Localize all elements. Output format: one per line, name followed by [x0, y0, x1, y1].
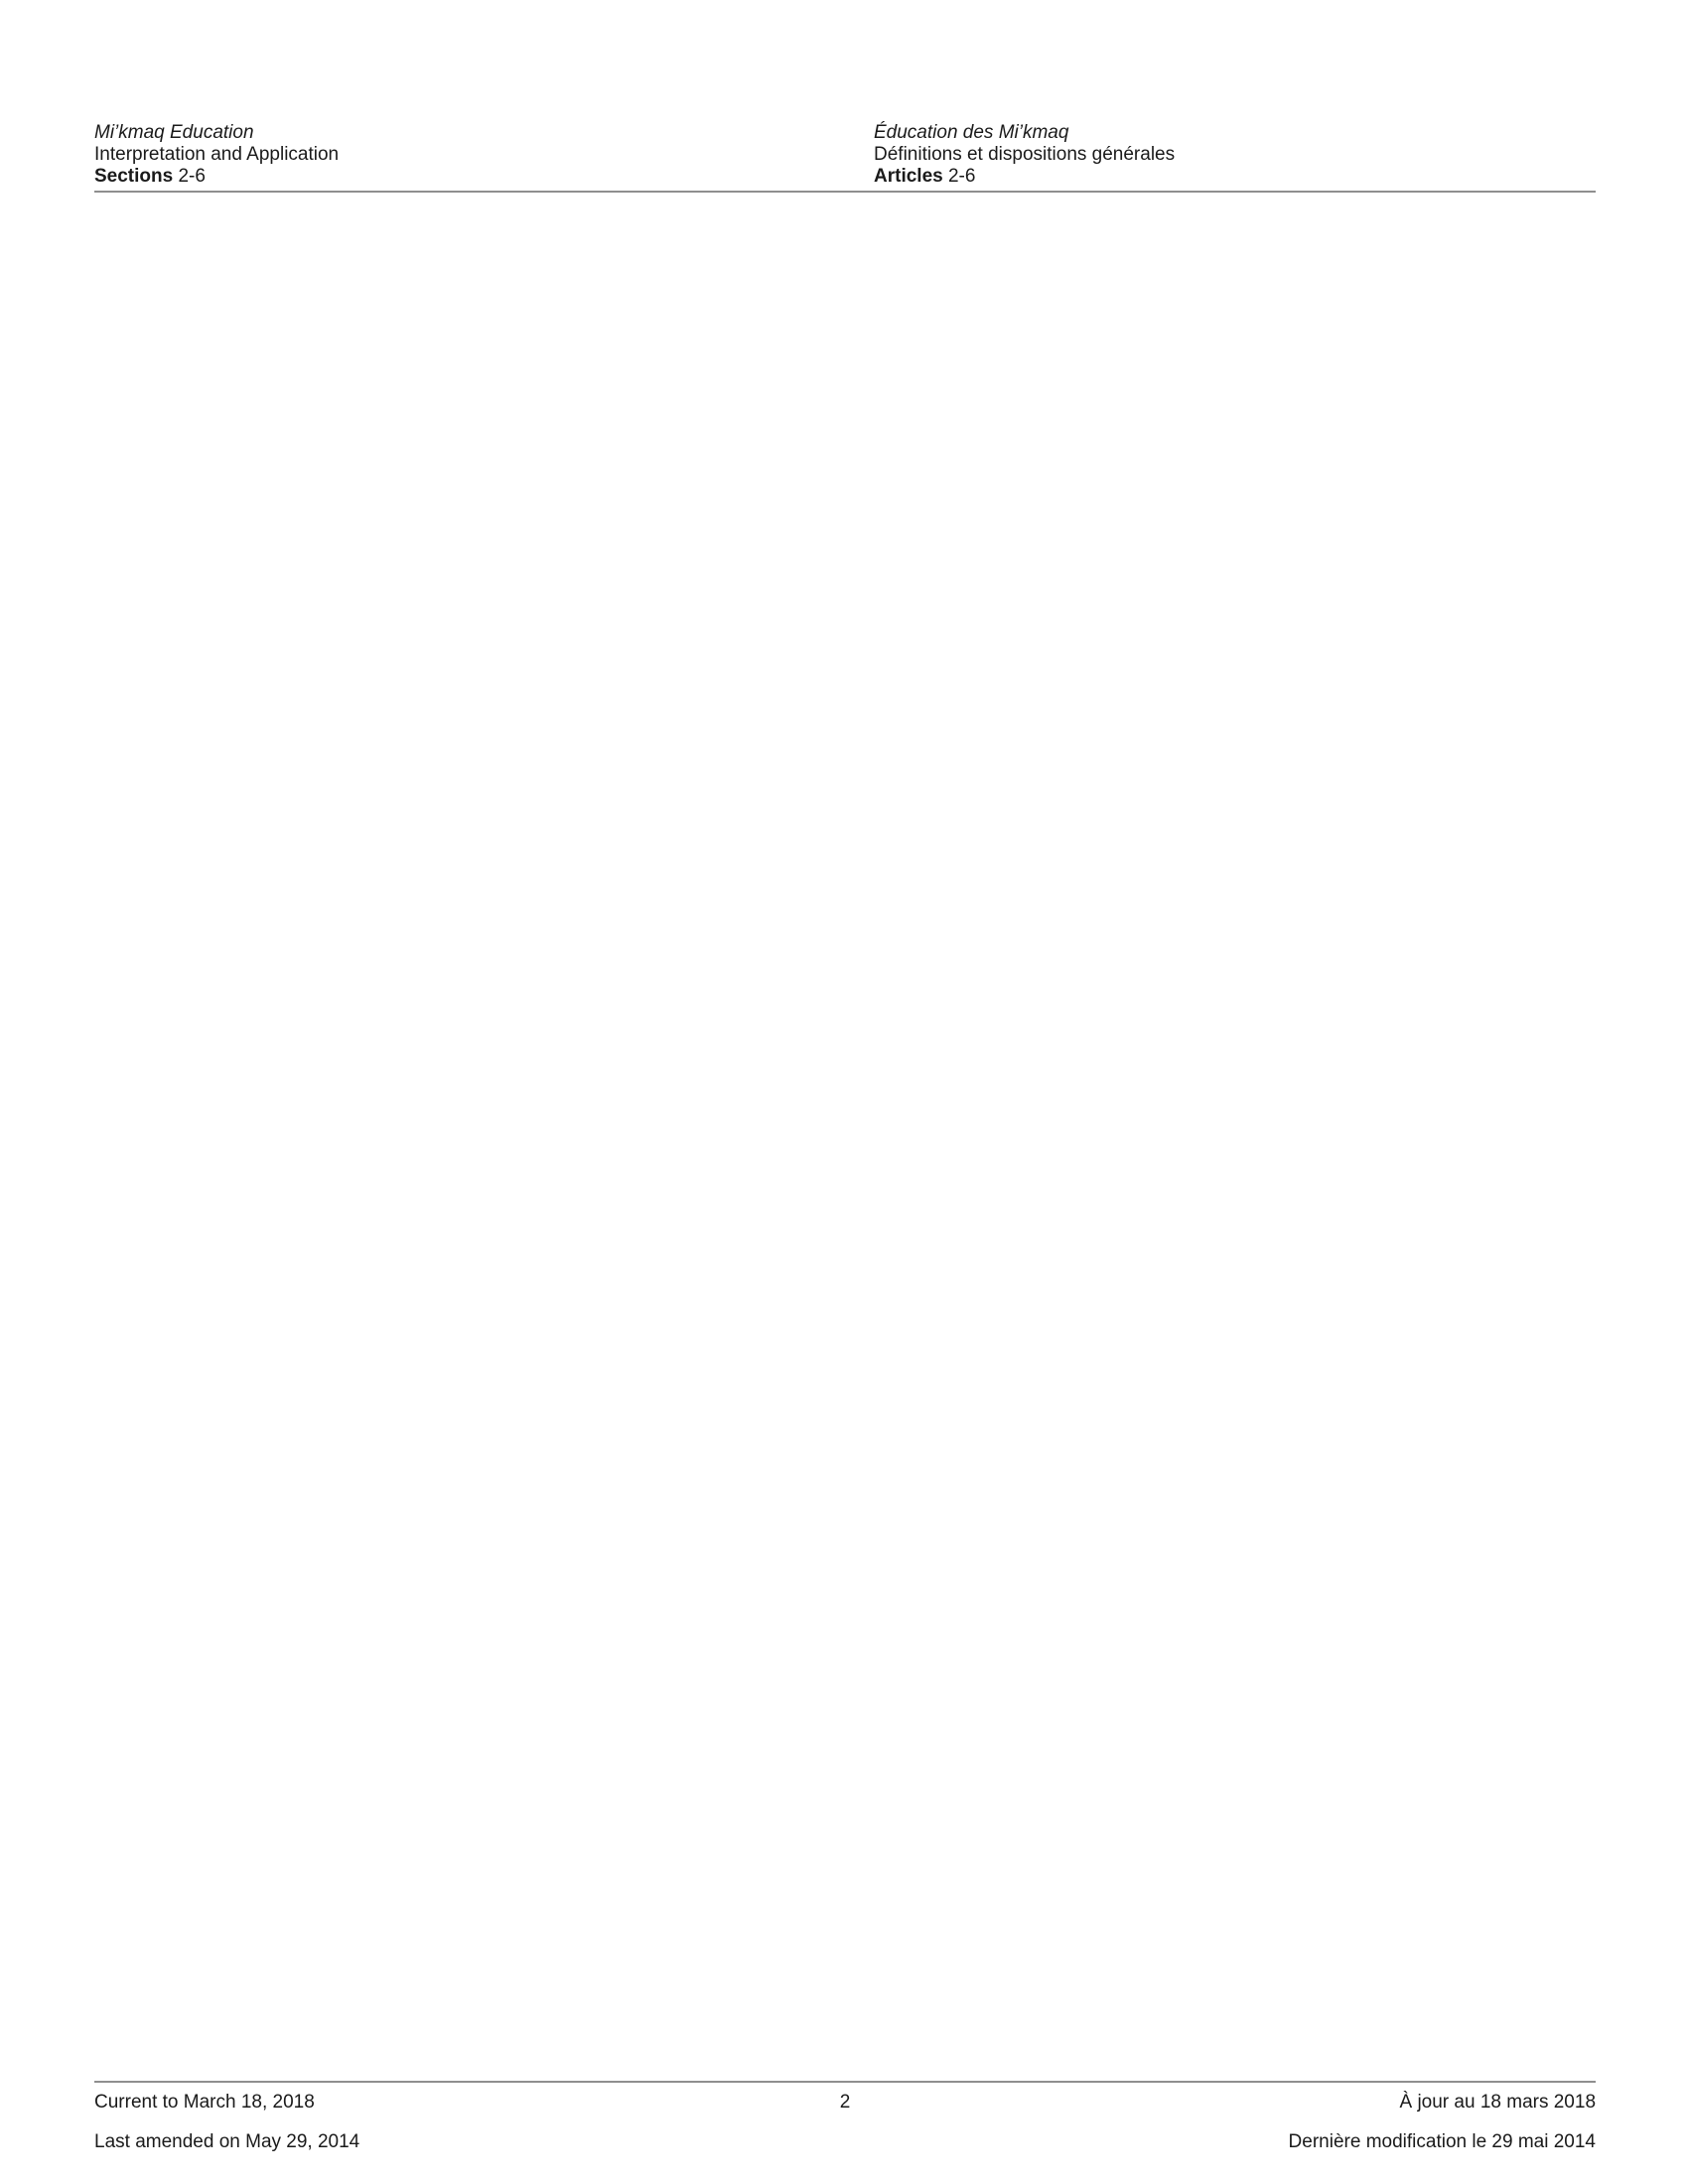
footer-line-1 [94, 2092, 1596, 2114]
header-title-en: Mi’kmaq Education [94, 122, 254, 143]
header-range-fr [874, 166, 1596, 188]
footer-rule [94, 2081, 1596, 2083]
page-header [0, 0, 1688, 193]
header-range-value-en: 2-6 [173, 166, 206, 187]
footer-line-2 [94, 2131, 1596, 2153]
page-footer [94, 2081, 1596, 2153]
document-body [0, 239, 1688, 440]
footer-amended-date-fr: Dernière modification le 29 mai 2014 [1288, 2131, 1596, 2152]
header-range-label-fr: Articles [874, 166, 943, 187]
header-subtitle-en: Interpretation and Application [94, 144, 340, 165]
footer-current-date-en: Current to March 18, 2018 [94, 2092, 315, 2113]
header-rule [94, 191, 1596, 193]
header-title-fr: Éducation des Mi’kmaq [874, 122, 1069, 143]
page-number: 2 [839, 2092, 851, 2113]
footer-current-date-fr: À jour au 18 mars 2018 [1399, 2092, 1597, 2113]
header-subtitle-fr: Définitions et dispositions générales [874, 144, 1176, 165]
header-range-value-fr: 2-6 [942, 166, 976, 187]
header-range-en [94, 166, 816, 188]
footer-amended-date-en: Last amended on May 29, 2014 [94, 2131, 360, 2152]
header-right [874, 122, 1596, 188]
header-left [94, 122, 816, 188]
header-range-label-en: Sections [94, 166, 174, 187]
